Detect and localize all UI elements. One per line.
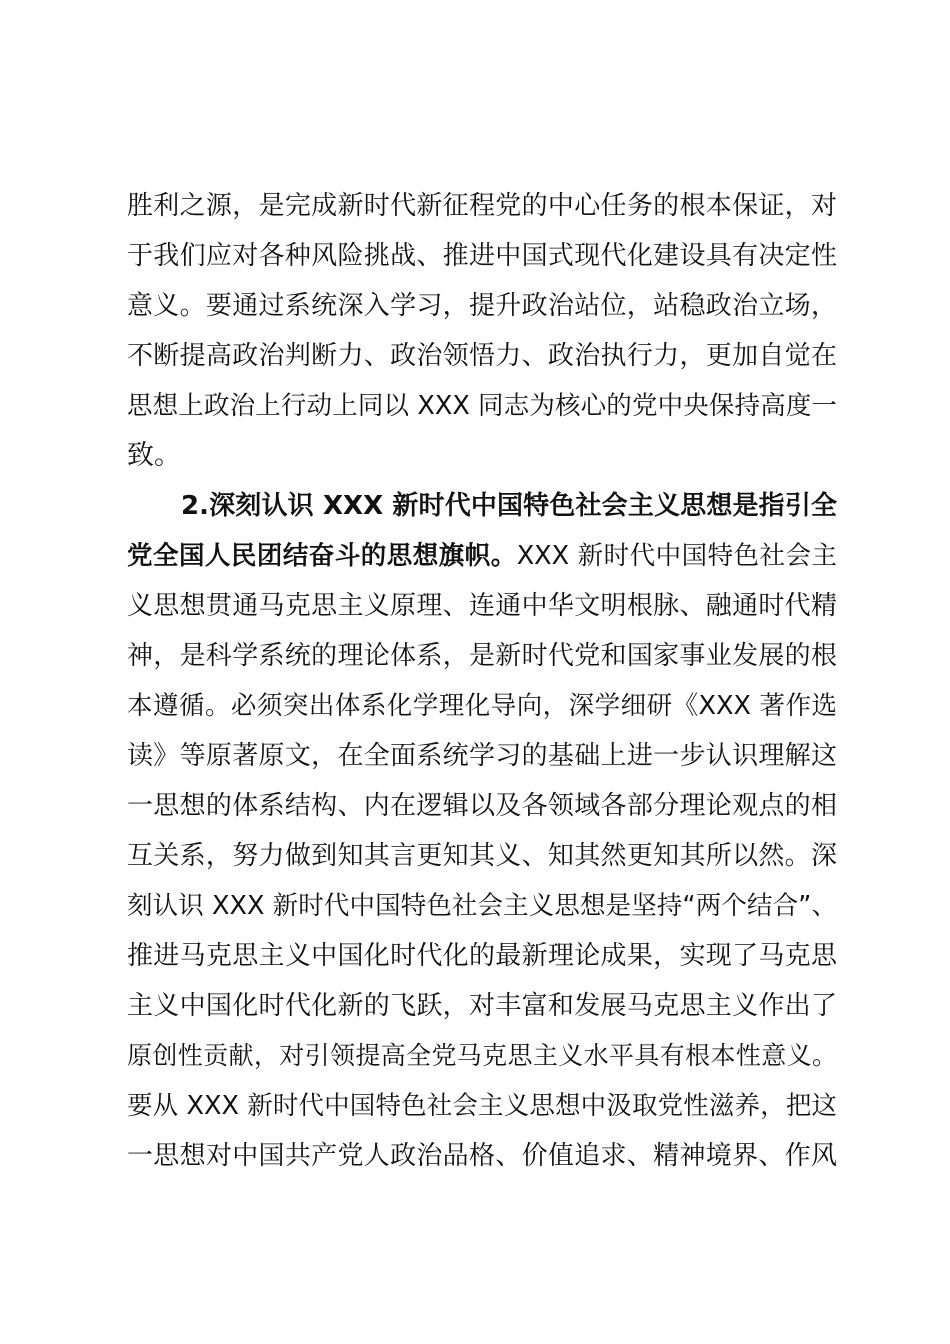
paragraph-2-line-5: 读》等原著原文，在全面系统学习的基础上进一步认识理解这 bbox=[127, 741, 837, 771]
paragraph-2-line-2: 义思想贯通马克思主义原理、连通中华文明根脉、融通时代精 bbox=[127, 591, 837, 621]
paragraph-2-line-1 bbox=[127, 536, 837, 576]
paragraph-1-line-5: 思想上政治上行动上同以 XXX 同志为核心的党中央保持高度一 bbox=[127, 391, 837, 421]
paragraph-2-line-12: 要从 XXX 新时代中国特色社会主义思想中汲取党性滋养，把这 bbox=[127, 1091, 837, 1121]
paragraph-2-line-11: 原创性贡献，对引领提高全党马克思主义水平具有根本性意义。 bbox=[127, 1041, 837, 1070]
paragraph-2-line-10: 主义中国化时代化新的飞跃，对丰富和发展马克思主义作出了 bbox=[127, 991, 837, 1021]
paragraph-2-line-4: 本遵循。必须突出体系化学理化导向，深学细研《XXX 著作选 bbox=[127, 691, 837, 721]
paragraph-1-line-1: 胜利之源，是完成新时代新征程党的中心任务的根本保证，对 bbox=[127, 191, 837, 221]
paragraph-2-line-1-text: XXX 新时代中国特色社会主 bbox=[516, 541, 837, 571]
paragraph-2-line-9: 推进马克思主义中国化时代化的最新理论成果，实现了马克思 bbox=[127, 941, 837, 971]
paragraph-2-line-13: 一思想对中国共产党人政治品格、价值追求、精神境界、作风 bbox=[127, 1141, 837, 1171]
paragraph-1-line-6: 致。 bbox=[127, 440, 181, 471]
paragraph-2-line-7: 互关系，努力做到知其言更知其义、知其然更知其所以然。深 bbox=[127, 841, 837, 871]
paragraph-1-line-2: 于我们应对各种风险挑战、推进中国式现代化建设具有决定性 bbox=[127, 241, 837, 271]
paragraph-2-line-3: 神，是科学系统的理论体系，是新时代党和国家事业发展的根 bbox=[127, 641, 837, 671]
paragraph-1-line-3: 意义。要通过系统深入学习，提升政治站位，站稳政治立场， bbox=[127, 291, 837, 321]
paragraph-1-line-4: 不断提高政治判断力、政治领悟力、政治执行力，更加自觉在 bbox=[127, 341, 837, 371]
section-heading-line-2: 党全国人民团结奋斗的思想旗帜。 bbox=[127, 541, 517, 571]
paragraph-2-line-8: 刻认识 XXX 新时代中国特色社会主义思想是坚持“两个结合”、 bbox=[127, 891, 837, 921]
section-heading-line-1: 2.深刻认识 XXX 新时代中国特色社会主义思想是指引全 bbox=[181, 491, 837, 521]
paragraph-2-line-6: 一思想的体系结构、内在逻辑以及各领域各部分理论观点的相 bbox=[127, 791, 837, 821]
